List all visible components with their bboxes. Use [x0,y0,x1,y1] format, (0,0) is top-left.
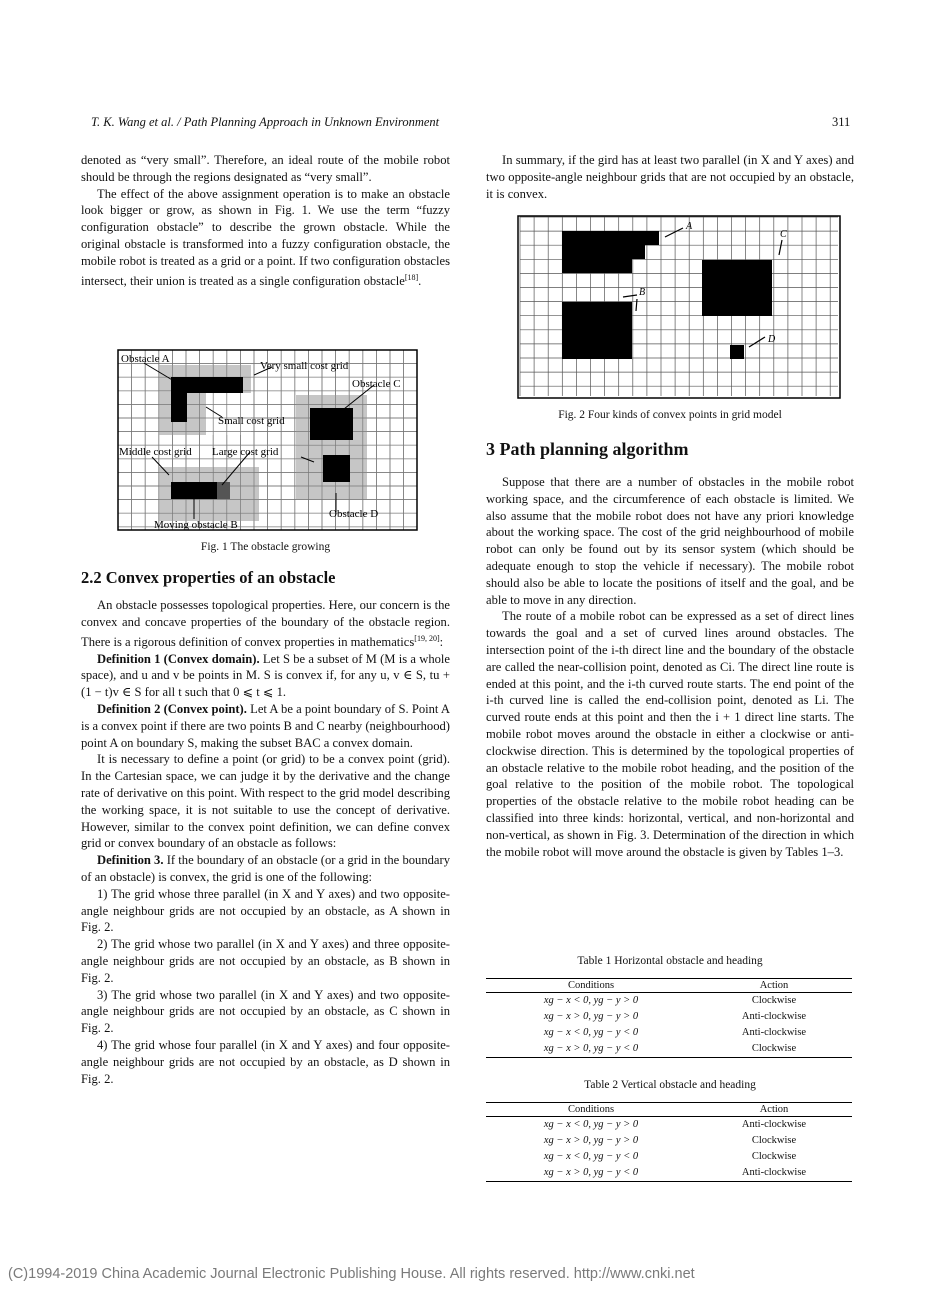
paragraph-convex-grid: It is necessary to define a point (or grid) to be a convex point (grid). In the Cartesian space, we can judge it by the derivative and the change rate of derivative on this point. With respect to the grid model describing the working space, it is not suitable to use the concept of derivative. However, similar to the convex point definition, we can define convex grid or convex boundary of an obstacle as follows: [81,752,450,851]
fig2-obstacle-bottom-left-b [562,316,618,330]
label-small-cost-grid: Small cost grid [218,415,285,427]
paragraph-continued: denoted as “very small”. Therefore, an ideal route of the mobile robot should be through the regions designated as “very small”. [81,153,450,184]
table-2-vertical-obstacle [486,1102,852,1182]
figure-1-obstacle-growing [114,347,420,533]
label-obstacle-a: Obstacle A [121,353,170,365]
label-very-small-cost-grid: Very small cost grid [260,360,349,372]
section-title-2-2: 2.2 Convex properties of an obstacle [81,568,336,587]
figure-2-convex-points [515,213,845,403]
paragraph-assumptions: Suppose that there are a number of obstacles in the mobile robot working space, and the circumference of each obstacle is limited. We also assume that the mobile robot does not have any priori knowledge about the working space. The cost of the grid neighbourhood of mobile robot can only be found out by its sensor system (which should be adequate enough to stop the vehicle if necessary). The mobile robot should also be able to locate the positions of itself and the goal, and be able to move in any direction. [486,475,854,607]
table-2-body [486,1117,852,1182]
action-cell: Anti-clockwise [696,1165,852,1182]
condition-cell: xg − x < 0, yg − y < 0 [543,1027,639,1038]
condition-cell: xg − x < 0, yg − y > 0 [543,995,639,1006]
fig2-label-d: D [768,334,776,345]
obstacle-c-block [310,408,353,440]
condition-cell: xg − x > 0, yg − y < 0 [486,1041,696,1058]
fig2-obstacle-top-left-c [562,245,645,259]
condition-cell: xg − x < 0, yg − y < 0 [543,1151,639,1162]
figure-2-caption: Fig. 2 Four kinds of convex points in grid model [558,409,782,421]
definition-1 [81,651,450,701]
right-column-top [486,152,854,202]
table-row [486,1149,852,1165]
fig2-label-a: A [686,221,693,232]
paragraph-topological [81,597,450,651]
citation: [19, 20] [414,633,440,643]
table-row [486,1009,852,1025]
action-cell: Clockwise [696,1041,852,1058]
fig2-label-b: B [639,287,646,298]
table-1-horizontal-obstacle [486,978,852,1058]
running-title: T. K. Wang et al. / Path Planning Approach in Unknown Environment [91,115,440,129]
label-obstacle-c: Obstacle C [352,378,401,390]
punct: . [418,273,422,288]
left-column-top [81,152,450,290]
fig2-obstacle-d [730,345,744,359]
definition-3 [81,852,450,886]
table-2-header-conditions: Conditions [486,1103,696,1117]
page-number: 311 [832,115,851,129]
table-1-body [486,993,852,1058]
definition-2 [81,701,450,751]
table-row [486,1041,852,1058]
fig2-obstacle-right [702,260,772,316]
definition-1-title: Definition 1 (Convex domain). [97,651,260,666]
label-middle-cost-grid: Middle cost grid [119,446,192,458]
action-cell: Anti-clockwise [741,1011,807,1022]
action-cell: Clockwise [751,1135,797,1146]
table-row [486,1133,852,1149]
table-1-caption: Table 1 Horizontal obstacle and heading [577,955,763,967]
copyright-footer: (C)1994-2019 China Academic Journal Electronic Publishing House. All rights reserved. http://www.cnki.net [8,1266,695,1282]
label-large-cost-grid: Large cost grid [212,446,279,458]
list-item-2: 2) The grid whose two parallel (in X and Y axes) and three opposite-angle neighbour grids are not occupied by an obstacle, as B shown in Fig. 2. [81,937,450,985]
condition-cell: xg − x > 0, yg − y > 0 [543,1011,639,1022]
condition-cell: xg − x > 0, yg − y > 0 [543,1135,639,1146]
paragraph-text: An obstacle possesses topological properties. Here, our concern is the convex and concave properties of the boundary of the obstacle region. There is a rigorous definition of convex properties in mathematics [81,598,450,649]
list-item-1: 1) The grid whose three parallel (in X and Y axes) and two opposite-angle neighbour grids are not occupied by an obstacle, as A shown in Fig. 2. [81,886,450,935]
definition-3-text: If the boundary of an obstacle (or a grid in the boundary of an obstacle) is convex, the grid is one of the following: [81,853,451,884]
definition-3-title: Definition 3. [97,853,164,868]
definition-1-text: Let S be a subset of M (M is a whole space), and u and v be points in M. S is convex if, for any u, v ∈ S, tu + (1 − t)v ∈ S for all t such that 0 ⩽ t ⩽ 1. [81,651,451,700]
list-item-4: 4) The grid whose four parallel (in X and Y axes) and four opposite-angle neighbour grids are not occupied by an obstacle, as D shown in Fig. 2. [81,1037,450,1086]
table-2-header-action: Action [696,1103,852,1117]
label-moving-obstacle-b: Moving obstacle B [154,519,238,531]
definition-2-title: Definition 2 (Convex point). [97,701,247,716]
obstacle-a-inner-cutout [206,393,251,435]
action-cell: Anti-clockwise [741,1027,807,1038]
left-column-bottom [81,597,450,1087]
large-cost-cell [217,482,230,499]
paragraph-route-description: The route of a mobile robot can be expressed as a set of direct lines towards the goal and a set of curved lines around obstacles. The intersection point of the i-th direct line and the boundary of the obstacle are called the near-collision point, denoted as Ci. The direct line route is ended at this point, and the i-th curved route starts. The end point of the i-th curved line is called the end-collision point, denoted as Li. The curved route ends at this point and then the i + 1 direct line starts. The mobile robot moves around the obstacle in either a clockwise or anti-clockwise direction. This is determined by the topological properties of an obstacle relative to the mobile robot heading, and the position of the goal relative to the position of the mobile robot. The topological properties of the obstacle relative to the mobile robot heading can be classified into three kinds: horizontal, vertical, and non-horizontal and non-vertical, as shown in Fig. 3. Determination of the direction in which the mobile robot will move around the obstacle is given by Tables 1–3. [486,609,854,859]
table-row [486,1165,852,1182]
table-2-caption: Table 2 Vertical obstacle and heading [584,1079,756,1091]
fig2-label-c: C [780,229,787,240]
list-item-3: 3) The grid whose two parallel (in X and Y axes) and two opposite-angle neighbour grids are not occupied by an obstacle, as C shown in Fig. 2. [81,987,450,1036]
fig2-obstacle-bottom-left-a [562,302,632,359]
definition-2-text: Let A be a point boundary of S. Point A is a convex point if there are two points B and C nearby (neighbourhood) point A on boundary S, making the subset BAC a convex domain. [81,701,451,750]
table-1-header-action: Action [696,979,852,993]
condition-cell: xg − x > 0, yg − y < 0 [486,1165,696,1182]
section-title-3: 3 Path planning algorithm [486,439,689,459]
table-row [486,1117,852,1134]
paragraph-summary: In summary, if the gird has at least two parallel (in X and Y axes) and two opposite-angle neighbour grids that are not occupied by an obstacle, it is convex. [486,153,854,201]
action-cell: Anti-clockwise [741,1119,807,1130]
action-cell: Clockwise [751,995,797,1006]
action-cell: Clockwise [751,1151,797,1162]
citation: [18] [404,272,419,282]
label-obstacle-d: Obstacle D [329,508,379,520]
condition-cell: xg − x < 0, yg − y > 0 [543,1119,639,1130]
obstacle-a-vertical [171,377,187,422]
table-1-header-conditions: Conditions [486,979,696,993]
punct: : [439,634,444,649]
table-row [486,1025,852,1041]
right-column-bottom [486,474,854,860]
paragraph-fuzzy-obstacle [81,186,450,290]
paragraph-text: The effect of the above assignment operation is to make an obstacle look bigger or grow, as shown in Fig. 1. We use the term “fuzzy configuration obstacle” to describe the grown obstacle. While the original obstacle is transformed into a fuzzy configuration obstacle, the mobile robot is treated as a grid or a point. If two configuration obstacles intersect, their union is treated as a single configuration obstacle [81,186,450,288]
moving-obstacle-b-block [171,482,217,499]
figure-1-caption: Fig. 1 The obstacle growing [200,541,331,553]
obstacle-d-block [323,455,350,482]
table-row [486,993,852,1010]
